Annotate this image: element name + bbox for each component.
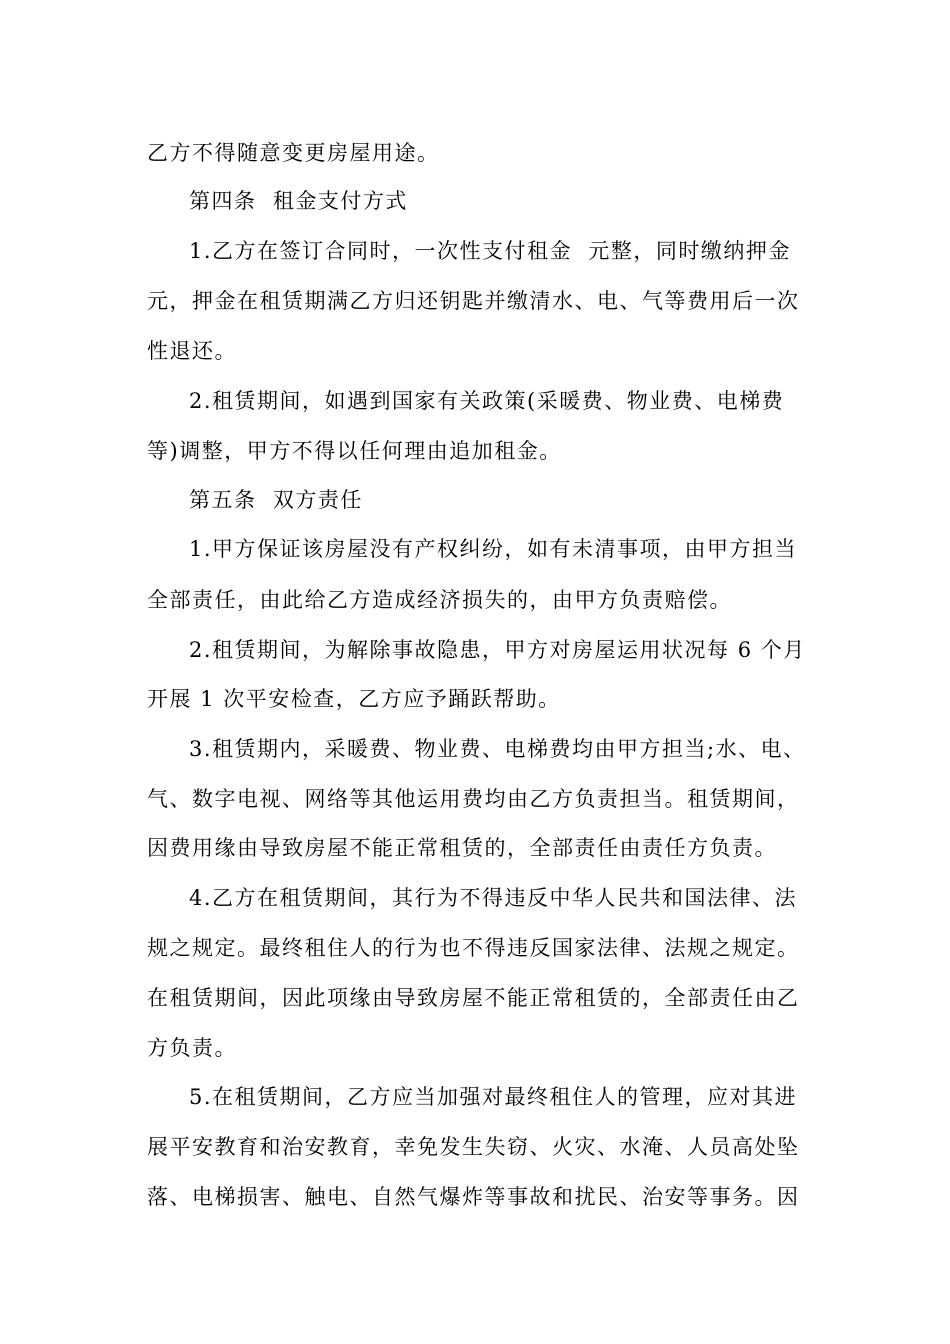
- text-line: 在租赁期间，因此项缘由导致房屋不能正常租赁的，全部责任由乙: [147, 986, 800, 1010]
- text-line: 元，押金在租赁期满乙方归还钥匙并缴清水、电、气等费用后一次: [147, 289, 800, 313]
- text-line: 乙方不得随意变更房屋用途。: [147, 141, 440, 165]
- text-line: 2.租赁期间，为解除事故隐患，甲方对房屋运用状况每 6 个月: [189, 638, 806, 662]
- text-line: 气、数字电视、网络等其他运用费均由乙方负责担当。租赁期间，: [147, 787, 800, 811]
- text-line: 2.租赁期间，如遇到国家有关政策(采暖费、物业费、电梯费: [189, 389, 785, 413]
- text-line: 展平安教育和治安教育，幸免发生失窃、火灾、水淹、人员高处坠: [147, 1135, 800, 1159]
- section-heading: 第四条 租金支付方式: [189, 189, 408, 213]
- text-line: 方负责。: [147, 1036, 237, 1060]
- text-line: 全部责任，由此给乙方造成经济损失的，由甲方负责赔偿。: [147, 588, 732, 612]
- text-line: 规之规定。最终租住人的行为也不得违反国家法律、法规之规定。: [147, 936, 800, 960]
- text-line: 1.甲方保证该房屋没有产权纠纷，如有未清事项，由甲方担当: [189, 537, 798, 561]
- text-line: 1.乙方在签订合同时，一次性支付租金 元整，同时缴纳押金: [189, 239, 791, 263]
- text-line: 3.租赁期内，采暖费、物业费、电梯费均由甲方担当;水、电、: [189, 737, 806, 761]
- text-line: 因费用缘由导致房屋不能正常租赁的，全部责任由责任方负责。: [147, 836, 777, 860]
- text-line: 落、电梯损害、触电、自然气爆炸等事故和扰民、治安等事务。因: [147, 1185, 800, 1209]
- text-line: 开展 1 次平安检查，乙方应予踊跃帮助。: [147, 687, 561, 711]
- section-heading: 第五条 双方责任: [189, 488, 363, 512]
- text-line: 性退还。: [147, 339, 237, 363]
- text-line: 5.在租赁期间，乙方应当加强对最终租住人的管理，应对其进: [189, 1085, 798, 1109]
- text-line: 等)调整，甲方不得以任何理由追加租金。: [147, 439, 562, 463]
- text-line: 4.乙方在租赁期间，其行为不得违反中华人民共和国法律、法: [189, 886, 798, 910]
